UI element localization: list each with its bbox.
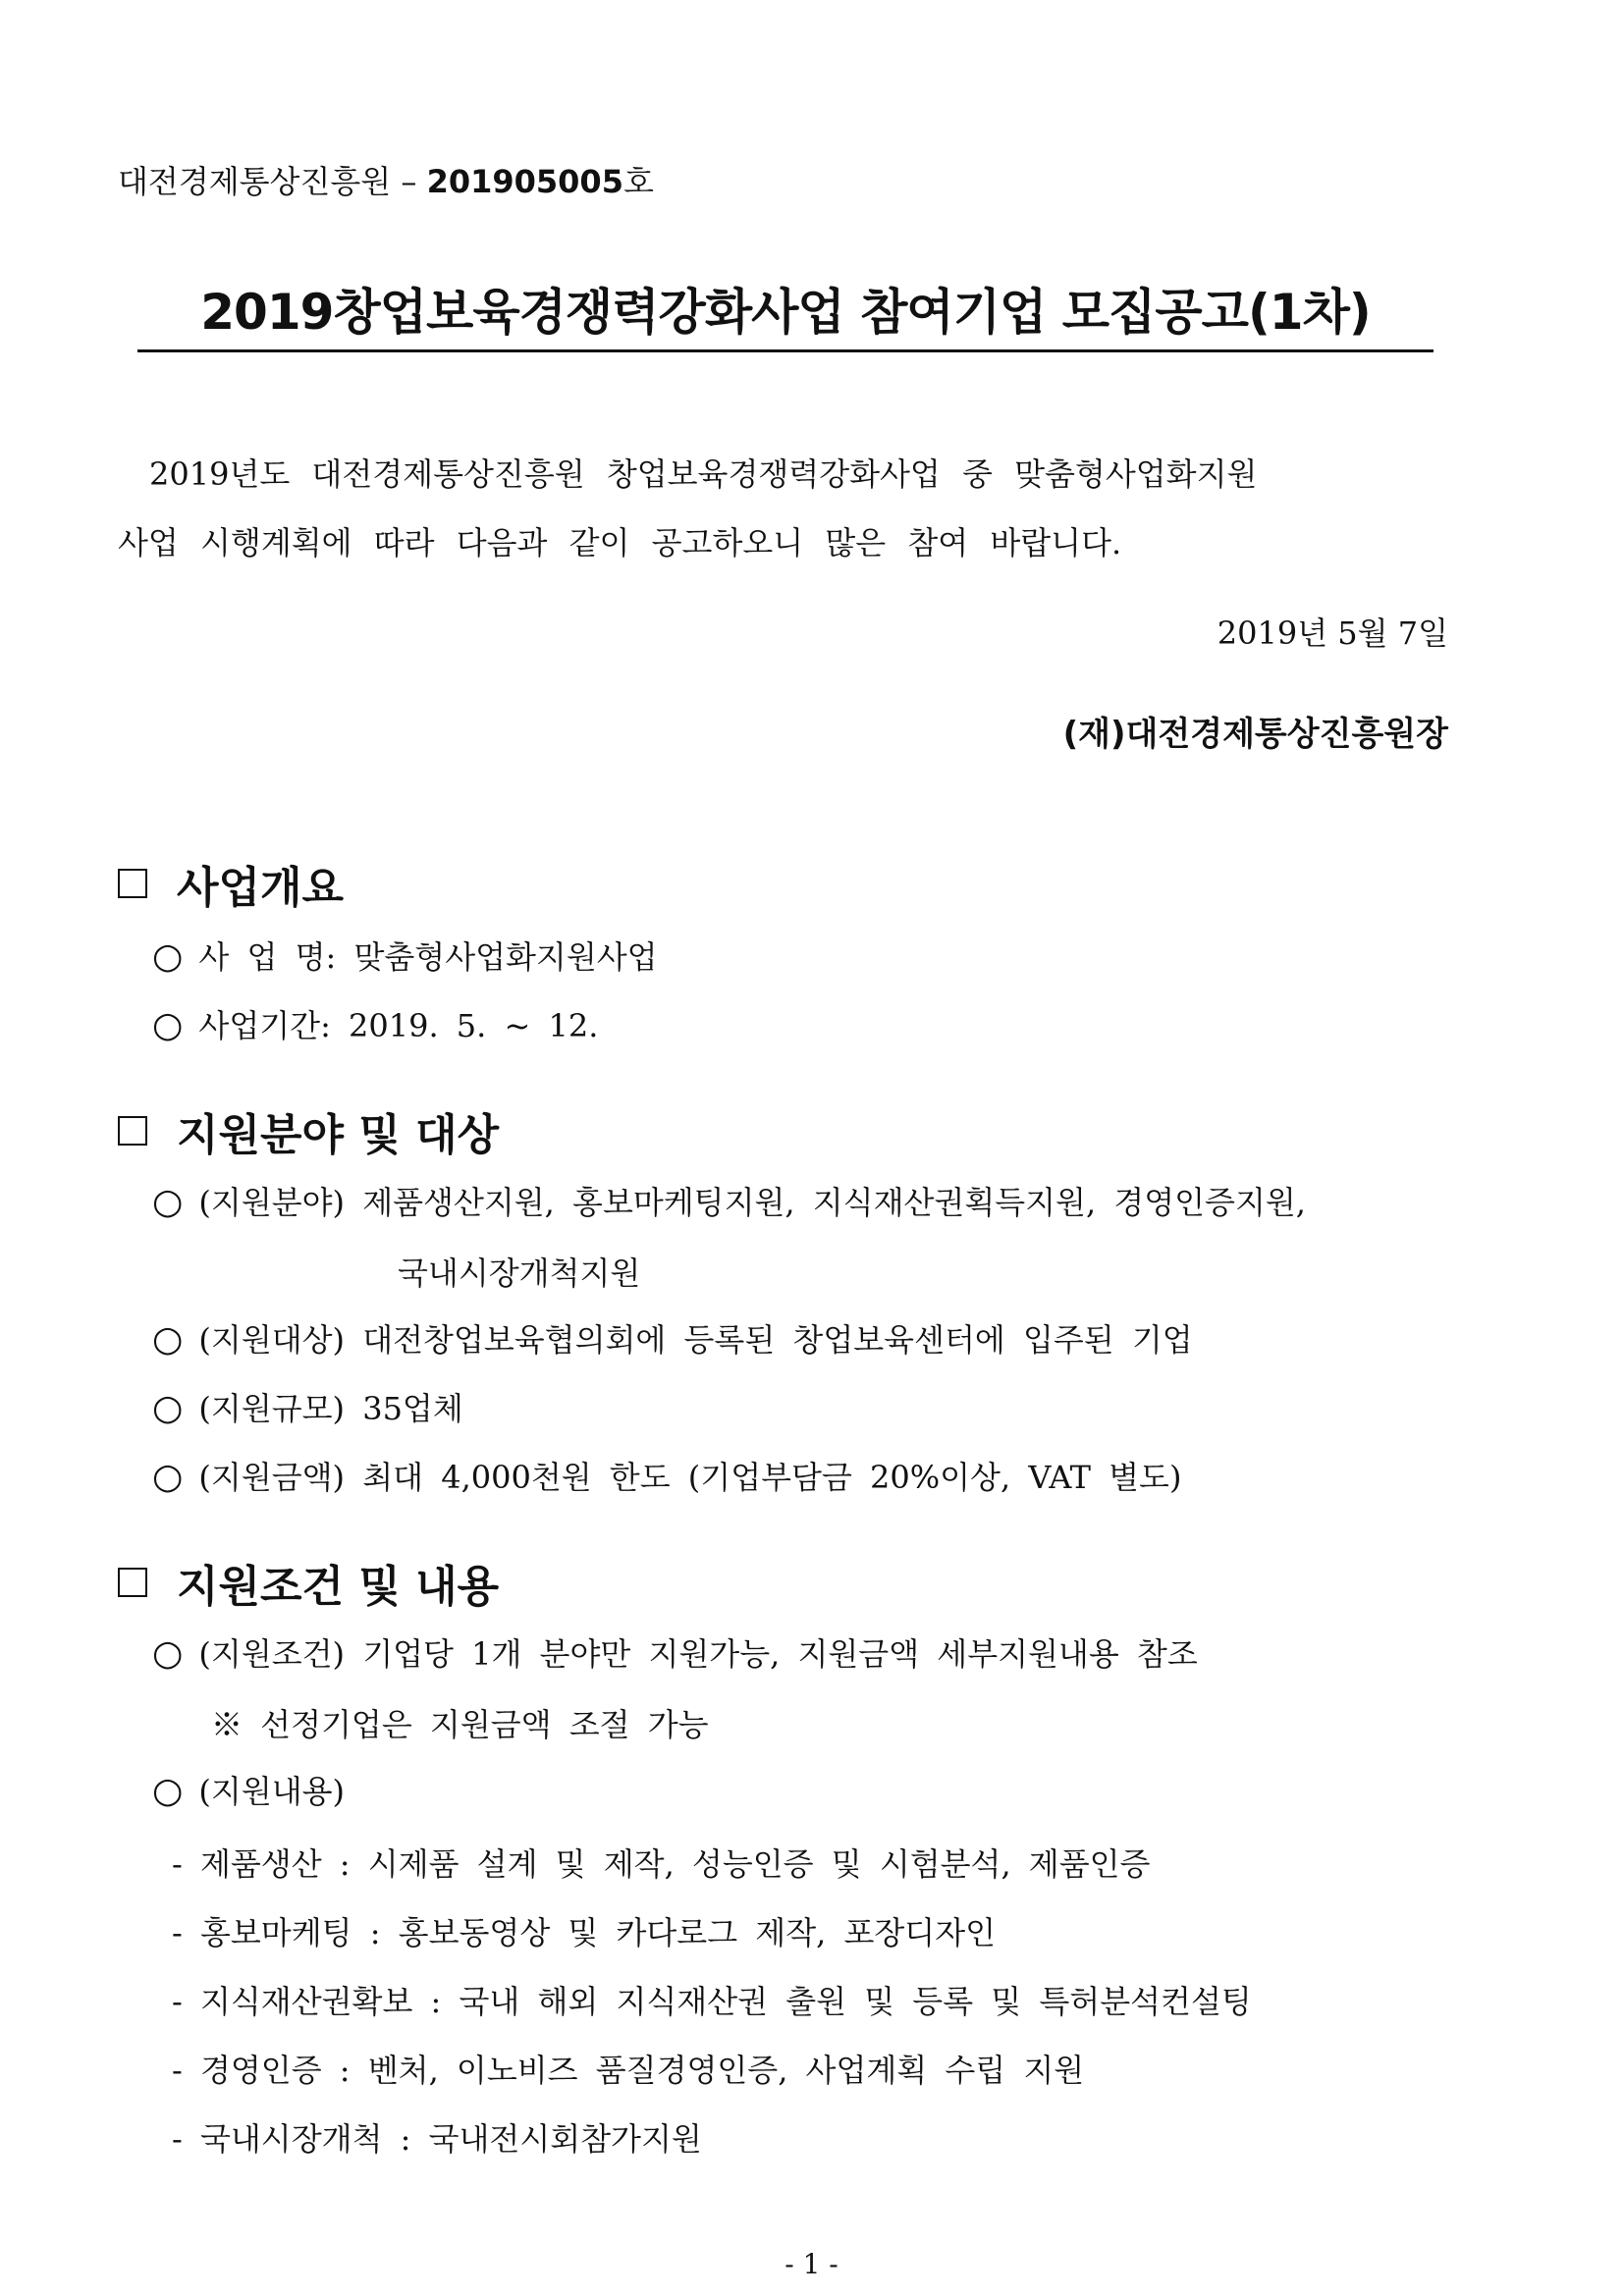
document-number (118, 157, 654, 202)
announcement-date: 2019년 5월 7일 (1217, 614, 1448, 652)
dash-item: - 홍보마케팅 : 홍보동영상 및 카다로그 제작, 포장디자인 (172, 1914, 997, 1951)
section-heading-conditions (118, 1551, 499, 1614)
checkbox-square-icon (118, 1116, 147, 1146)
section-heading-text: 지원조건 및 내용 (177, 1562, 500, 1612)
title-underline (137, 349, 1434, 352)
list-item (152, 933, 658, 978)
circle-bullet-icon: ○ (152, 1182, 184, 1222)
checkbox-square-icon (118, 1568, 147, 1597)
dash-item: - 경영인증 : 벤처, 이노비즈 품질경영인증, 사업계획 수립 지원 (172, 2052, 1085, 2089)
document-number-suffix: 호 (622, 163, 654, 200)
page-number: - 1 - (784, 2248, 839, 2280)
circle-bullet-icon: ○ (152, 1633, 184, 1674)
list-item (152, 1767, 345, 1812)
dash-item: - 지식재산권확보 : 국내 해외 지식재산권 출원 및 등록 및 특허분석컨설팅 (172, 1983, 1252, 2020)
circle-bullet-icon: ○ (152, 1005, 184, 1045)
issuer-name: (재)대전경제통상진흥원장 (1062, 715, 1448, 754)
list-item-text: (지원분야) 제품생산지원, 홍보마케팅지원, 지식재산권획득지원, 경영인증지원, (198, 1184, 1306, 1221)
list-item-text: (지원금액) 최대 4,000천원 한도 (기업부담금 20%이상, VAT 별도) (198, 1459, 1182, 1496)
circle-bullet-icon: ○ (152, 936, 184, 977)
list-item-text: (지원내용) (198, 1773, 346, 1810)
section-heading-support-field (118, 1099, 499, 1162)
list-item-text: (지원규모) 35업체 (198, 1390, 463, 1427)
list-item (152, 1001, 598, 1046)
intro-line-1: 2019년도 대전경제통상진흥원 창업보육경쟁력강화사업 중 맞춤형사업화지원 (149, 455, 1258, 493)
dash-item: - 국내시장개척 : 국내전시회참가지원 (172, 2120, 702, 2158)
intro-line-2: 사업 시행계획에 따라 다음과 같이 공고하오니 많은 참여 바랍니다. (118, 524, 1122, 561)
list-item-text: (지원대상) 대전창업보육협의회에 등록된 창업보육센터에 입주된 기업 (198, 1321, 1193, 1359)
list-item-text: 사업기간: 2019. 5. ~ 12. (198, 1007, 599, 1044)
section-heading-text: 사업개요 (177, 863, 345, 913)
list-item-text: (지원조건) 기업당 1개 분야만 지원가능, 지원금액 세부지원내용 참조 (198, 1635, 1198, 1673)
circle-bullet-icon: ○ (152, 1771, 184, 1811)
section-heading-text: 지원분야 및 대상 (177, 1110, 500, 1160)
list-item (152, 1315, 1193, 1361)
list-item (152, 1629, 1198, 1675)
circle-bullet-icon: ○ (152, 1388, 184, 1428)
list-item (152, 1453, 1181, 1498)
note-item: ※ 선정기업은 지원금액 조절 가능 (211, 1706, 709, 1743)
list-item (152, 1384, 463, 1429)
document-number-org: 대전경제통상진흥원 – (118, 163, 417, 200)
page-title: 2019창업보육경쟁력강화사업 참여기업 모집공고(1차) (200, 284, 1371, 341)
list-item (152, 1178, 1306, 1223)
checkbox-square-icon (118, 869, 147, 898)
list-item-text: 사 업 명: 맞춤형사업화지원사업 (198, 938, 658, 976)
circle-bullet-icon: ○ (152, 1457, 184, 1497)
section-heading-overview (118, 852, 344, 915)
document-number-value: 201905005 (426, 163, 623, 200)
dash-item: - 제품생산 : 시제품 설계 및 제작, 성능인증 및 시험분석, 제품인증 (172, 1845, 1151, 1883)
list-item-continuation: 국내시장개척지원 (398, 1255, 641, 1292)
circle-bullet-icon: ○ (152, 1319, 184, 1360)
